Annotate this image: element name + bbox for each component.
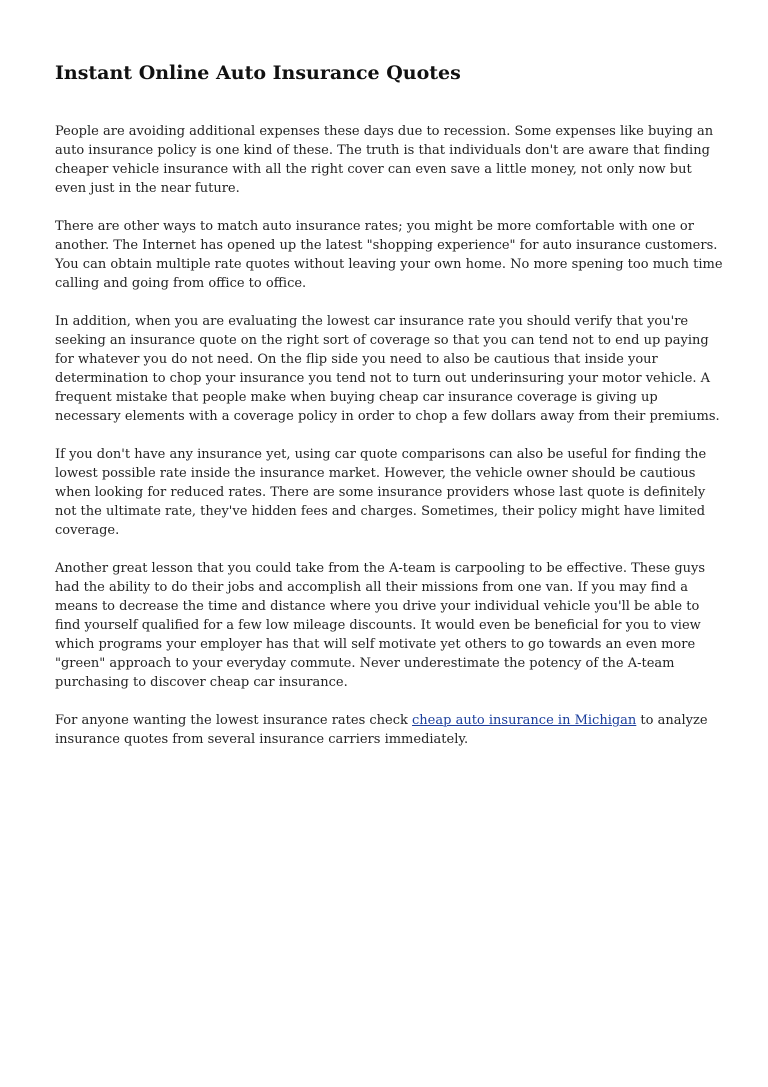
- paragraph-3: In addition, when you are evaluating the lowest car insurance rate you should verify that you're seeking an insurance quote on the right sort of coverage so that you can tend not to end up paying for whatever you do not need. On the flip side you need to also be cautious that inside your determination to chop your insurance you tend not to turn out underinsuring your motor vehicle. A frequent mistake that people make when buying cheap car insurance coverage is giving up necessary elements with a coverage policy in order to chop a few dollars away from their premiums.: [55, 314, 720, 424]
- page-title: Instant Online Auto Insurance Quotes: [55, 62, 461, 84]
- paragraph-6-trail-text: to analyze insurance quotes from several insurance carriers immediately.: [55, 713, 708, 747]
- document-content: [55, 60, 723, 768]
- paragraph-4: If you don't have any insurance yet, using car quote comparisons can also be useful for finding the lowest possible rate inside the insurance market. However, the vehicle owner should be cautious when looking for reduced rates. There are some insurance providers whose last quote is definitely not the ultimate rate, they've hidden fees and charges. Sometimes, their policy might have limited coverage.: [55, 447, 707, 538]
- paragraph-2: There are other ways to match auto insurance rates; you might be more comfortable with one or another. The Internet has opened up the latest "shopping experience" for auto insurance customers. You can obtain multiple rate quotes without leaving your own home. No more spening too much time calling and going from office to office.: [55, 219, 723, 291]
- paragraph-5: Another great lesson that you could take from the A-team is carpooling to be effective. These guys had the ability to do their jobs and accomplish all their missions from one van. If you may find a means to decrease the time and distance where you drive your individual vehicle you'll be able to find yourself qualified for a few low mileage discounts. It would even be beneficial for you to view which programs your employer has that will self motivate yet others to go towards an even more "green" approach to your everyday commute. Never underestimate the potency of the A-team purchasing to discover cheap car insurance.: [55, 561, 706, 690]
- paragraph-1: People are avoiding additional expenses these days due to recession. Some expenses like buying an auto insurance policy is one kind of these. The truth is that individuals don't are aware that finding cheaper vehicle insurance with all the right cover can even save a little money, not only now but even just in the near future.: [55, 124, 714, 196]
- paragraph-6-lead-text: For anyone wanting the lowest insurance rates check: [55, 713, 413, 728]
- michigan-insurance-link[interactable]: cheap auto insurance in Michigan: [412, 713, 637, 728]
- paragraph-6: [55, 711, 723, 749]
